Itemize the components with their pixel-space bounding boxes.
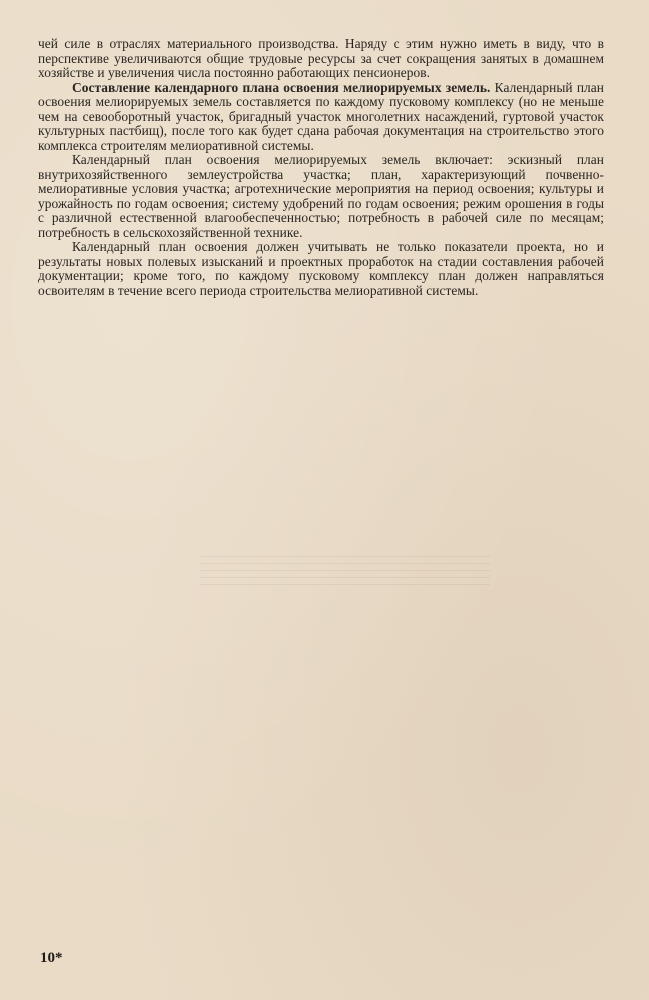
paragraph-2-text: Календарный план освоения мелиорируемых земель составляется по каждому пусковому комплексу (но не меньше чем на севооборотный участок, бригадный участок многолетних насаждений, гуртовой участок культурных пастбищ), после того как будет сдана рабочая документация на строительство этого комплекса строителям мелиоративной системы. xyxy=(38,79,604,153)
paragraph-4 xyxy=(38,240,604,298)
paragraph-3-text: Календарный план освоения мелиорируемых земель включает: эскизный план внутрихозяйственного землеустройства участка; план, характеризующий почвенно-мелиоративные условия участка; агротехнические мероприятия на период освоения; культуры и урожайность по годам освоения; систему удобрений по годам освоения; режим орошения в годы с различной естественной влагообеспеченностью; потребность в рабочей силе по месяцам; потребность в сельскохозяйственной технике. xyxy=(38,152,604,240)
paragraph-1-text: чей силе в отраслях материального производства. Наряду с этим нужно иметь в виду, что в перспективе увеличиваются общие трудовые ресурсы за счет сокращения занятых в домашнем хозяйстве и увеличения числа постоянно работающих пенсионеров. xyxy=(38,36,604,80)
show-through-smudge xyxy=(200,556,490,586)
paragraph-2 xyxy=(38,81,604,154)
paragraph-4-text: Календарный план освоения должен учитывать не только показатели проекта, но и результаты новых полевых изысканий и проектных проработок на стадии составления рабочей документации; кроме того, по каждому пусковому комплексу план должен направляться освоителям в течение всего периода строительства мелиоративной системы. xyxy=(38,239,604,298)
paragraph-1 xyxy=(38,37,604,81)
section-heading-inline: Составление календарного плана освоения мелиорируемых земель. xyxy=(72,79,491,95)
paragraph-3 xyxy=(38,153,604,240)
body-text xyxy=(38,37,604,298)
page-number: 10* xyxy=(40,950,63,966)
